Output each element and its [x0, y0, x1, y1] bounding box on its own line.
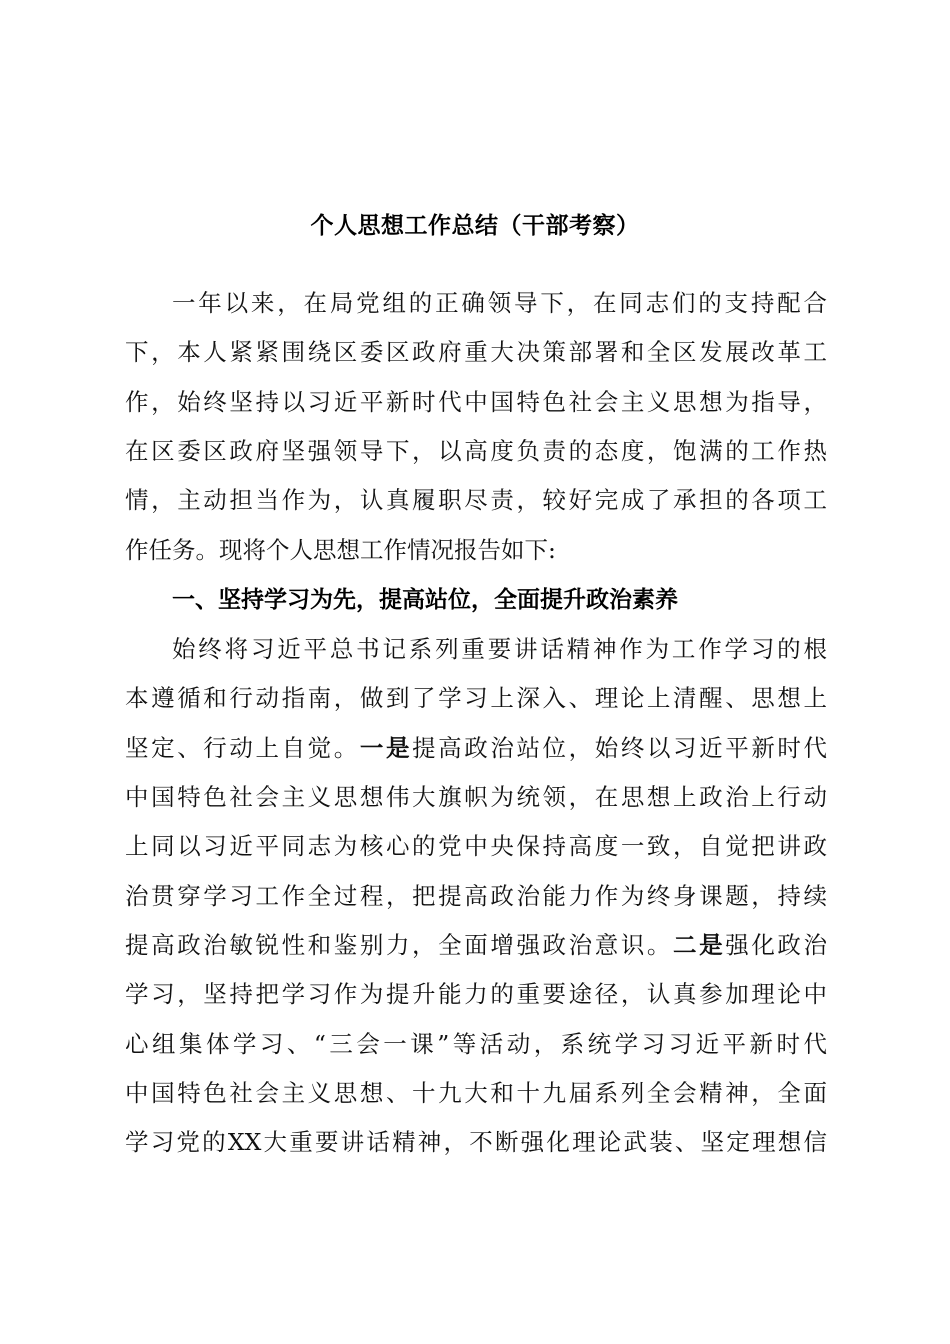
paragraph-line: 本遵循和行动指南，做到了学习上深入、理论上清醒、思想上 — [125, 684, 827, 712]
paragraph-line: 情，主动担当作为，认真履职尽责，较好完成了承担的各项工 — [125, 486, 827, 514]
paragraph-text: 坚定、行动上自觉。 — [125, 734, 360, 762]
paragraph-line: 中国特色社会主义思想、十九大和十九届系列全会精神，全面 — [125, 1079, 827, 1107]
paragraph-line: 始终将习近平总书记系列重要讲话精神作为工作学习的根 — [172, 635, 827, 663]
point-marker-first: 一是 — [359, 734, 413, 762]
paragraph-line: 学习，坚持把学习作为提升能力的重要途径，认真参加理论中 — [125, 980, 827, 1008]
paragraph-line: 上同以习近平同志为核心的党中央保持高度一致，自觉把讲政 — [125, 832, 827, 860]
paragraph-line: 中国特色社会主义思想伟大旗帜为统领，在思想上政治上行动 — [125, 783, 827, 811]
paragraph-line: 作，始终坚持以习近平新时代中国特色社会主义思想为指导， — [125, 388, 827, 416]
paragraph-line: 下，本人紧紧围绕区委区政府重大决策部署和全区发展改革工 — [125, 338, 827, 366]
paragraph-text: 提高政治站位，始终以习近平新时代 — [412, 734, 827, 762]
paragraph-line — [125, 921, 827, 970]
paragraph-line: 一年以来，在局党组的正确领导下，在同志们的支持配合 — [172, 289, 827, 317]
document-title: 个人思想工作总结（干部考察） — [310, 212, 640, 239]
paragraph-line: 在区委区政府坚强领导下，以高度负责的态度，饱满的工作热 — [125, 437, 827, 465]
paragraph-line: 作任务。现将个人思想工作情况报告如下: — [125, 536, 556, 564]
paragraph-line — [125, 724, 827, 773]
paragraph-text: 提高政治敏锐性和鉴别力，全面增强政治意识。 — [125, 931, 674, 959]
paragraph-line: 学习党的XX大重要讲话精神，不断强化理论武装、坚定理想信 — [125, 1128, 827, 1156]
paragraph-text: 强化政治 — [725, 931, 827, 959]
paragraph-line: 治贯穿学习工作全过程，把提高政治能力作为终身课题，持续 — [125, 882, 827, 910]
section-heading: 一、坚持学习为先，提高站位，全面提升政治素养 — [172, 587, 678, 613]
point-marker-second: 二是 — [673, 931, 726, 959]
paragraph-line: 心组集体学习、“三会一课”等活动，系统学习习近平新时代 — [125, 1030, 827, 1058]
